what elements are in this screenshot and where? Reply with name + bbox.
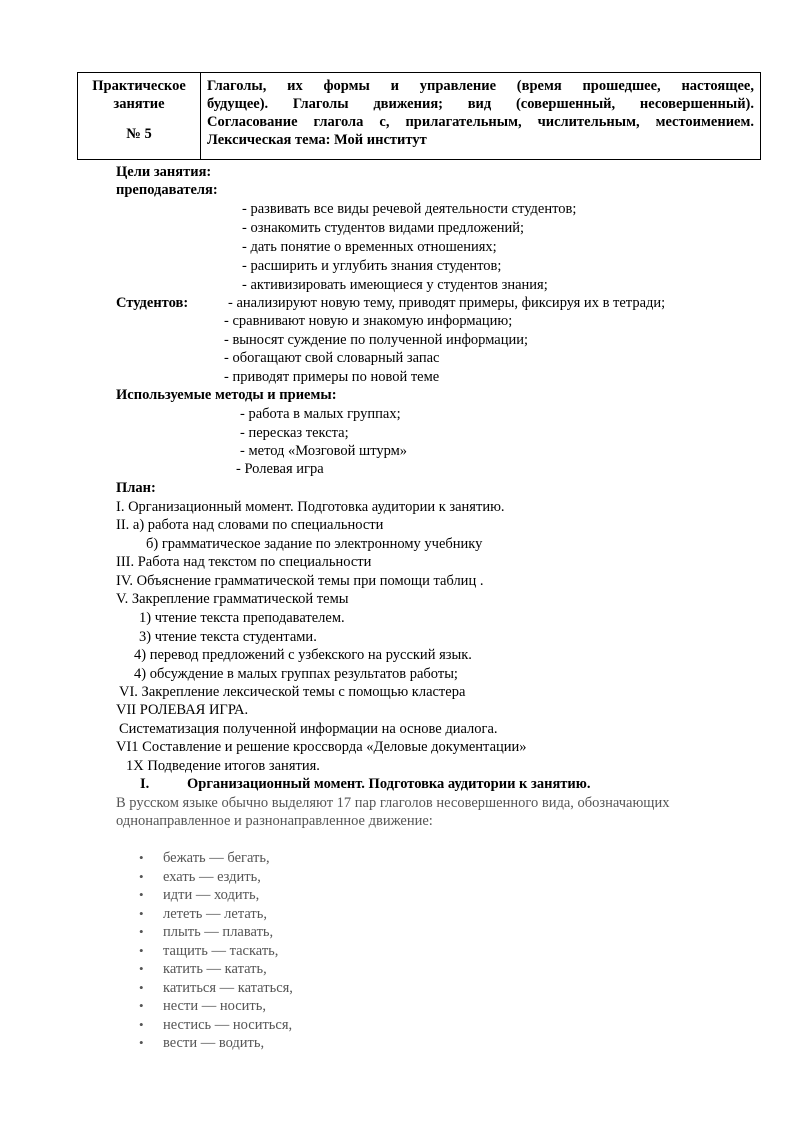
verb-pair-item: плыть — плавать, xyxy=(163,924,274,940)
bullet-icon: • xyxy=(139,887,144,902)
plan-line: II. а) работа над словами по специальности xyxy=(116,517,384,533)
verb-pair-item: идти — ходить, xyxy=(163,887,260,903)
lesson-topic-cell xyxy=(201,73,761,160)
method-item: - пересказ текста; xyxy=(240,425,349,441)
topic-line2: будущее). Глаголы движения; вид (совершенный, несовершенный). xyxy=(207,96,754,112)
teacher-goal: - развивать все виды речевой деятельности студентов; xyxy=(242,201,577,217)
student-goal: - приводят примеры по новой теме xyxy=(224,369,440,385)
bullet-icon: • xyxy=(139,980,144,995)
bullet-icon: • xyxy=(139,850,144,865)
goals-teacher-title: преподавателя: xyxy=(116,182,218,198)
goals-title: Цели занятия: xyxy=(116,164,212,180)
plan-line: б) грамматическое задание по электронному учебнику xyxy=(146,536,483,552)
method-item: - метод «Мозговой штурм» xyxy=(240,443,408,459)
student-goal: - сравнивают новую и знакомую информацию; xyxy=(224,313,513,329)
plan-line: IV. Объяснение грамматической темы при помощи таблиц . xyxy=(116,573,484,589)
student-goal: - выносят суждение по полученной информации; xyxy=(224,332,529,348)
plan-line: VI1 Составление и решение кроссворда «Деловые документации» xyxy=(116,739,527,755)
section1-number: I. xyxy=(140,776,150,792)
verb-pair-item: бежать — бегать, xyxy=(163,850,270,866)
lesson-header-table xyxy=(77,72,761,160)
verb-pair-item: лететь — летать, xyxy=(163,906,267,922)
plan-line: III. Работа над текстом по специальности xyxy=(116,554,372,570)
students-label: Студентов: xyxy=(116,295,189,311)
student-goal: - обогащают свой словарный запас xyxy=(224,350,440,366)
teacher-goal: - активизировать имеющиеся у студентов знания; xyxy=(242,277,548,293)
verb-pair-item: ехать — ездить, xyxy=(163,869,261,885)
section1-intro: В русском языке обычно выделяют 17 пар глаголов несовершенного вида, обозначающих xyxy=(116,795,670,811)
bullet-icon: • xyxy=(139,998,144,1013)
verb-pair-item: катить — катать, xyxy=(163,961,267,977)
verb-pair-item: катиться — кататься, xyxy=(163,980,293,996)
verb-pair-item: нести — носить, xyxy=(163,998,266,1014)
teacher-goal: - дать понятие о временных отношениях; xyxy=(242,239,497,255)
plan-line: Систематизация полученной информации на основе диалога. xyxy=(119,721,498,737)
verb-pair-item: тащить — таскать, xyxy=(163,943,279,959)
lesson-number: № 5 xyxy=(126,126,152,142)
lesson-type-line1: Практическое xyxy=(92,78,186,94)
plan-line: 1) чтение текста преподавателем. xyxy=(139,610,345,626)
section1-intro: однонаправленное и разнонаправленное движение: xyxy=(116,813,433,829)
lesson-number-cell xyxy=(78,73,201,160)
plan-line: I. Организационный момент. Подготовка аудитории к занятию. xyxy=(116,499,505,515)
lesson-type-line2: занятие xyxy=(113,96,165,112)
student-goal: - анализируют новую тему, приводят примеры, фиксируя их в тетради; xyxy=(228,295,666,311)
plan-line: 3) чтение текста студентами. xyxy=(139,629,317,645)
method-item: - работа в малых группах; xyxy=(240,406,401,422)
topic-line3: Согласование глагола с, прилагательным, числительным, местоимением. xyxy=(207,114,754,130)
method-item: - Ролевая игра xyxy=(236,461,324,477)
plan-title: План: xyxy=(116,480,156,496)
bullet-icon: • xyxy=(139,961,144,976)
verb-pair-item: вести — водить, xyxy=(163,1035,265,1051)
section1-title: Организационный момент. Подготовка аудитории к занятию. xyxy=(187,776,591,792)
topic-line4: Лексическая тема: Мой институт xyxy=(207,132,427,148)
verb-pair-item: нестись — носиться, xyxy=(163,1017,293,1033)
bullet-icon: • xyxy=(139,943,144,958)
topic-line1: Глаголы, их формы и управление (время прошедшее, настоящее, xyxy=(207,78,754,94)
plan-line: VII РОЛЕВАЯ ИГРА. xyxy=(116,702,249,718)
bullet-icon: • xyxy=(139,1035,144,1050)
plan-line: 4) обсуждение в малых группах результатов работы; xyxy=(134,666,458,682)
bullet-icon: • xyxy=(139,1017,144,1032)
teacher-goal: - ознакомить студентов видами предложений; xyxy=(242,220,525,236)
plan-line: VI. Закрепление лексической темы с помощью кластера xyxy=(119,684,466,700)
bullet-icon: • xyxy=(139,869,144,884)
plan-line: 4) перевод предложений с узбекского на русский язык. xyxy=(134,647,472,663)
bullet-icon: • xyxy=(139,924,144,939)
bullet-icon: • xyxy=(139,906,144,921)
methods-title: Используемые методы и приемы: xyxy=(116,387,337,403)
plan-line: 1X Подведение итогов занятия. xyxy=(126,758,320,774)
plan-line: V. Закрепление грамматической темы xyxy=(116,591,349,607)
teacher-goal: - расширить и углубить знания студентов; xyxy=(242,258,502,274)
